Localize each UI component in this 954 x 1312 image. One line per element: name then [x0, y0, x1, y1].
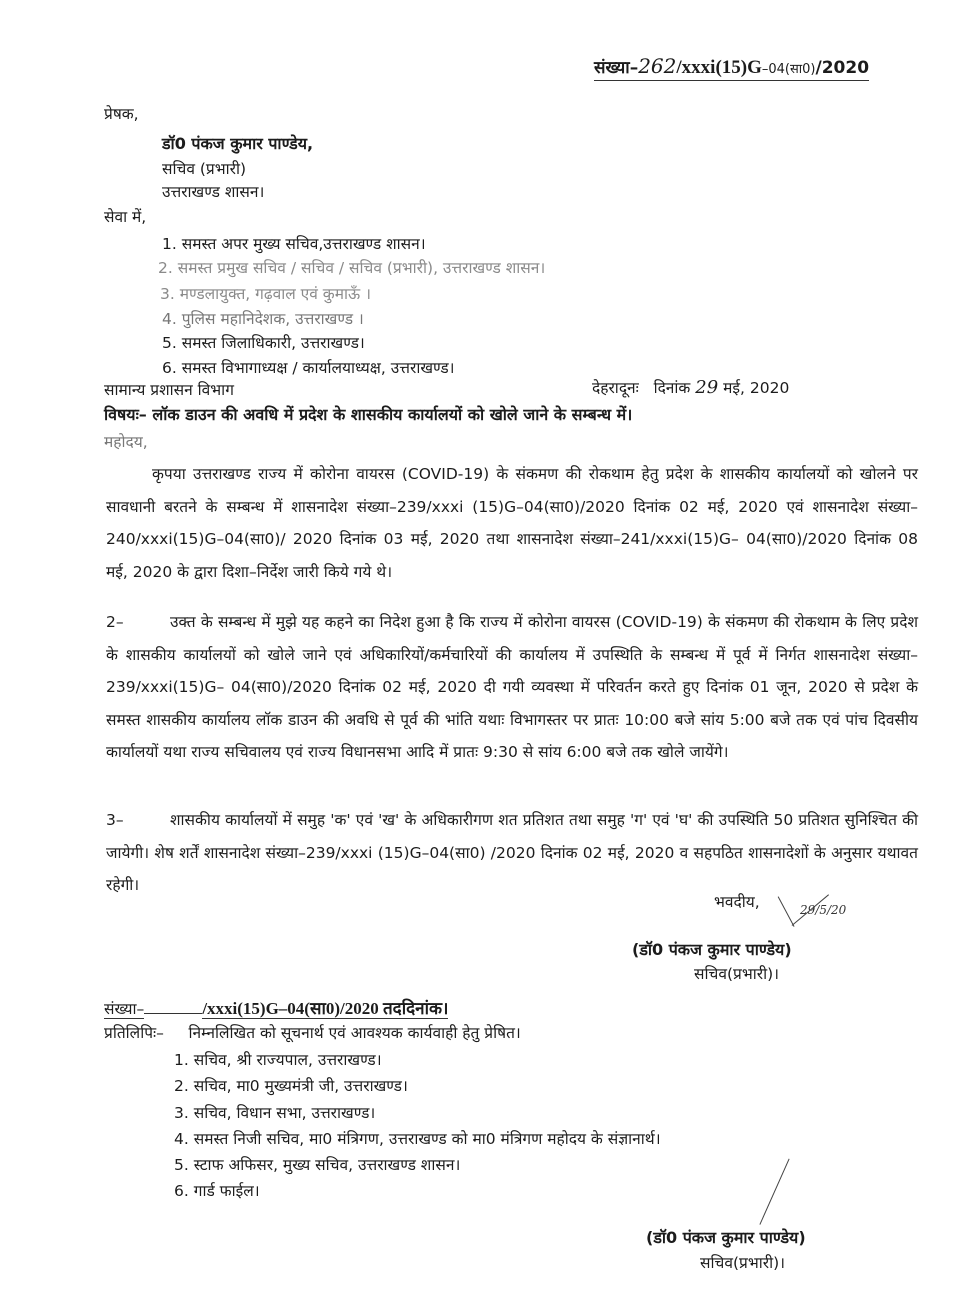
date-handwritten: 29: [695, 377, 719, 398]
ref-year: /2020: [815, 58, 870, 78]
ref-label: संख्या–: [594, 58, 639, 78]
copy-item: 2. सचिव, मा0 मुख्यमंत्री जी, उत्तराखण्ड।: [174, 1077, 408, 1095]
date-label: दिनांक: [653, 379, 691, 397]
signature-date: 29/5/20: [800, 903, 847, 917]
copy-item: 6. गार्ड फाईल।: [174, 1182, 260, 1200]
place-date: [592, 376, 789, 398]
department: सामान्य प्रशासन विभाग: [104, 381, 234, 399]
paragraph-2-text: उक्त के सम्बन्ध में मुझे यह कहने का निदेश हुआ है कि राज्य में कोरोना वायरस (COVID-19) के संकमण की रोकथाम के लिए प्रदेश के शासकीय कार्यालयों को खोले जाने एवं अधिकारियों/कर्मचारियों की कार्यालय में उपस्थिति के सम्बन्ध में पूर्व में निर्गत शासनादेश संख्या–239/xxxi(15)G– 04(सा0)/2020 दिनांक 02 मई, 2020 दी गयी व्यवस्था में परिवर्तन करते हुए दिनांक 01 जून, 2020 से प्रदेश के समस्त शासकीय कार्यालय लॉक डाउन की अवधि से पूर्व की भांति यथाः विभागस्तर पर प्रातः 10:00 बजे सांय 5:00 बजे तक एवं पांच दिवसीय कार्यालयों यथा राज्य सचिवालय एवं राज्य विधानसभा आदि में प्रातः 9:30 से सांय 6:00 बजे तक खोले जायेंगे।: [106, 613, 918, 761]
signatory-name: (डॉ0 पंकज कुमार पाण्डेय): [632, 940, 792, 959]
month-year: मई, 2020: [723, 379, 790, 397]
copy-text: निम्नलिखित को सूचनार्थ एवं आवश्यक कार्यवाही हेतु प्रेषित।: [188, 1024, 521, 1042]
paragraph-3-text: शासकीय कार्यालयों में समुह 'क' एवं 'ख' के अधिकारीगण शत प्रतिशत तथा समुह 'ग' एवं 'घ' की उपस्थिति 50 प्रतिशत सुनिश्चित की जायेगी। शेष शर्तें शासनादेश संख्या–239/xxxi (15)G–04(सा0) /2020 दिनांक 02 मई, 2020 व सहपठित शासनादेशों के अनुसार यथावत रहेगी।: [106, 811, 918, 894]
recipient-item: 1. समस्त अपर मुख्य सचिव,उत्तराखण्ड शासन।: [162, 235, 426, 253]
copy-ref-label: संख्या–: [104, 1000, 145, 1018]
copy-instruction: [104, 1021, 521, 1043]
paragraph-2: [106, 606, 918, 769]
sender-label: प्रेषक,: [104, 105, 139, 123]
reference-number: [594, 54, 869, 81]
sender-name: डॉ0 पंकज कुमार पाण्डेय,: [162, 134, 314, 153]
recipient-item: 3. मण्डलायुक्त, गढ़वाल एवं कुमाऊँ ।: [160, 285, 371, 303]
copy-ref-code: /xxxi(15)G–04(सा0)/2020 तददिनांक।: [202, 999, 449, 1018]
copy-item: 1. सचिव, श्री राज्यपाल, उत्तराखण्ड।: [174, 1051, 382, 1069]
place: देहरादूनः: [592, 379, 639, 397]
sender-designation: सचिव (प्रभारी): [162, 160, 247, 178]
recipient-item: 4. पुलिस महानिदेशक, उत्तराखण्ड ।: [162, 310, 364, 328]
ref-code: /xxxi(15)G: [676, 57, 762, 78]
paragraph-1: [106, 458, 918, 588]
paragraph-2-number: 2–: [106, 613, 124, 631]
subject: विषयः– लॉक डाउन की अवधि में प्रदेश के शासकीय कार्यालयों को खोले जाने के सम्बन्ध में।: [104, 405, 633, 424]
paragraph-3: [106, 804, 918, 902]
salutation: महोदय,: [104, 433, 148, 451]
copy-reference: [104, 996, 448, 1019]
copy-item: 3. सचिव, विधान सभा, उत्तराखण्ड।: [174, 1104, 376, 1122]
copy-item: 4. समस्त निजी सचिव, मा0 मंत्रिगण, उत्तराखण्ड को मा0 मंत्रिगण महोदय के संज्ञानार्थ।: [174, 1130, 661, 1148]
valediction: भवदीय,: [714, 893, 760, 911]
signatory-designation: सचिव(प्रभारी)।: [694, 965, 780, 983]
recipient-item: 6. समस्त विभागाध्यक्ष / कार्यालयाध्यक्ष, उत्तराखण्ड।: [162, 359, 455, 377]
recipient-item: 2. समस्त प्रमुख सचिव / सचिव / सचिव (प्रभारी), उत्तराखण्ड शासन।: [158, 259, 546, 277]
paragraph-3-number: 3–: [106, 811, 124, 829]
sender-office: उत्तराखण्ड शासन।: [162, 183, 265, 201]
copy-item: 5. स्टाफ अफिसर, मुख्य सचिव, उत्तराखण्ड शासन।: [174, 1156, 461, 1174]
recipient-item: 5. समस्त जिलाधिकारी, उत्तराखण्ड।: [162, 334, 365, 352]
ref-suffix: –04(सा0): [761, 62, 816, 77]
copy-signatory-designation: सचिव(प्रभारी)।: [700, 1254, 786, 1272]
copy-signatory-name: (डॉ0 पंकज कुमार पाण्डेय): [646, 1228, 806, 1247]
second-signature-stroke: [759, 1159, 789, 1225]
recipients-label: सेवा में,: [104, 208, 147, 226]
paragraph-1-text: कृपया उत्तराखण्ड राज्य में कोरोना वायरस (COVID-19) के संकमण की रोकथाम हेतु प्रदेश के शासकीय कार्यालयों को खोलने पर सावधानी बरतने के सम्बन्ध में शासनादेश संख्या–239/xxxi (15)G–04(सा0)/2020 दिनांक 02 मई, 2020 एवं शासनादेश संख्या–240/xxxi(15)G–04(सा0)/ 2020 दिनांक 03 मई, 2020 तथा शासनादेश संख्या–241/xxxi(15)G– 04(सा0)/2020 दिनांक 08 मई, 2020 के द्वारा दिशा–निर्देश जारी किये गये थे।: [106, 465, 918, 581]
ref-number-handwritten: 262: [638, 54, 677, 78]
copy-label: प्रतिलिपिः–: [104, 1024, 164, 1042]
